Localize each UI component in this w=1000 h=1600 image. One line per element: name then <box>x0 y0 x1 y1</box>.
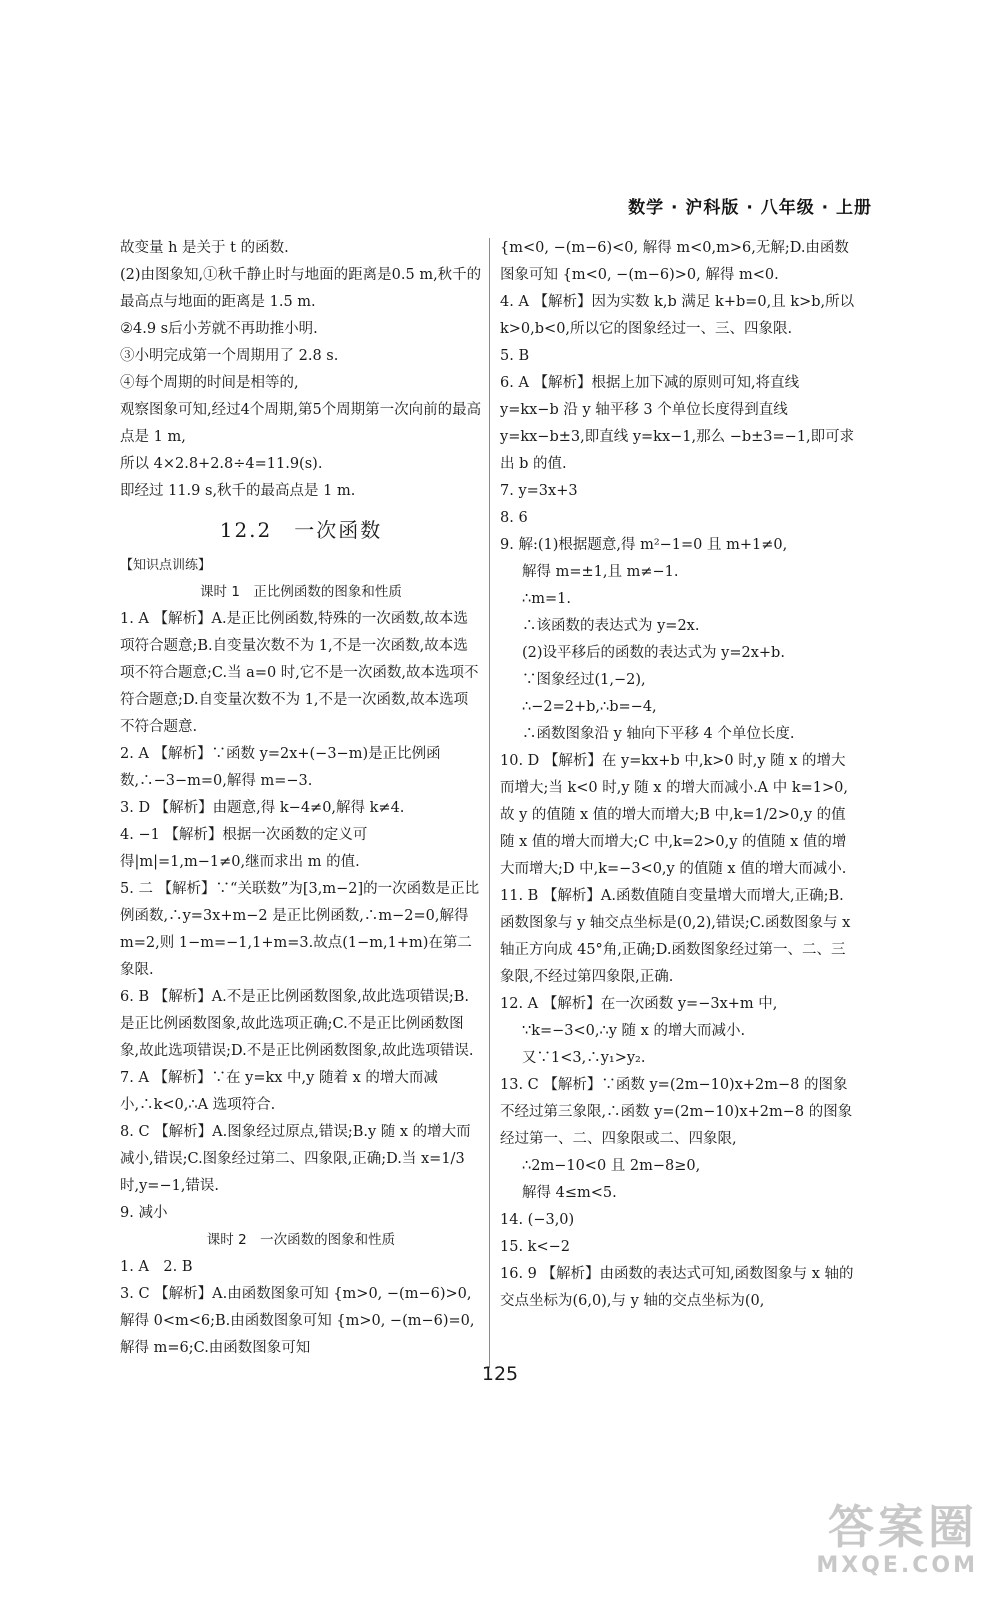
answer-line: (2)由图象知,①秋千静止时与地面的距离是0.5 m,秋千的最高点与地面的距离是 1.5 m. <box>120 267 482 310</box>
answer-item: 11. B 【解析】A.函数值随自变量增大而增大,正确;B.函数图象与 y 轴交点坐标是(0,2),错误;C.函数图象与 x 轴正方向成 45°角,正确;D.函数图象经过第一、二、三象限,不经过第四象限,正确. <box>500 888 851 985</box>
left-column <box>120 235 482 1362</box>
answer-line: 所以 4×2.8+2.8÷4=11.9(s). <box>120 456 323 472</box>
answer-item: 14. (−3,0) <box>500 1212 575 1228</box>
answer-item: 4. −1 【解析】根据一次函数的定义可得|m|=1,m−1≠0,继而求出 m 的值. <box>120 827 368 870</box>
answer-line: ∵图象经过(1,−2), <box>522 672 646 688</box>
answer-item: 10. D 【解析】在 y=kx+b 中,k>0 时,y 随 x 的增大而增大;当 k<0 时,y 随 x 的增大而减小.A 中 k=1>0,故 y 的值随 x 值的增大而增大;B 中,k=1/2>0,y 的值随 x 值的增大而增大;C 中,k=2>0,y 的值随 x 值的增大而增大;D 中,k=−3<0,y 的值随 x 值的增大而减小. <box>500 753 849 877</box>
answer-item: 3. D 【解析】由题意,得 k−4≠0,解得 k≠4. <box>120 800 405 816</box>
answer-item: 3. C 【解析】A.由函数图象可知 {m>0, −(m−6)>0, 解得 0<m<6;B.由函数图象可知 {m>0, −(m−6)=0, 解得 m=6;C.由函数图象可知 <box>120 1286 475 1356</box>
section-title: 12.2 一次函数 <box>219 518 383 542</box>
answer-item: 2. A 【解析】∵函数 y=2x+(−3−m)是正比例函数,∴−3−m=0,解得 m=−3. <box>120 746 441 789</box>
answer-line: ∴2m−10<0 且 2m−8≥0, <box>522 1158 701 1174</box>
answer-item: 12. A 【解析】在一次函数 y=−3x+m 中, <box>500 996 778 1012</box>
answer-line: ∴m=1. <box>522 591 571 607</box>
answer-item: 5. B <box>500 348 530 364</box>
watermark-logo <box>816 1501 978 1578</box>
answer-item: 6. A 【解析】根据上加下减的原则可知,将直线 y=kx−b 沿 y 轴平移 3 个单位长度得到直线 y=kx−b±3,即直线 y=kx−1,那么 −b±3=−1,即可求出 b 的值. <box>500 375 855 472</box>
answer-item: 9. 解:(1)根据题意,得 m²−1=0 且 m+1≠0, <box>500 537 788 553</box>
page-number: 125 <box>481 1363 519 1385</box>
answer-item: 1. A 2. B <box>120 1259 193 1275</box>
column-divider <box>489 238 490 1368</box>
answer-line: ③小明完成第一个周期用了 2.8 s. <box>120 348 339 364</box>
answer-item: 5. 二 【解析】∵“关联数”为[3,m−2]的一次函数是正比例函数,∴y=3x+m−2 是正比例函数,∴m−2=0,解得 m=2,则 1−m=−1,1+m=3.故点(1−m,1+m)在第二象限. <box>120 881 480 978</box>
page-header: 数学 · 沪科版 · 八年级 · 上册 <box>628 198 872 218</box>
answer-line: (2)设平移后的函数的表达式为 y=2x+b. <box>522 645 785 661</box>
lesson-title: 课时 1 正比例函数的图象和性质 <box>200 584 402 600</box>
answer-item: 9. 减小 <box>120 1205 168 1221</box>
answer-line: ④每个周期的时间是相等的, <box>120 375 299 391</box>
answer-item: 16. 9 【解析】由函数的表达式可知,函数图象与 x 轴的交点坐标为(6,0),与 y 轴的交点坐标为(0, <box>500 1266 854 1309</box>
answer-item: 8. C 【解析】A.图象经过原点,错误;B.y 随 x 的增大而减小,错误;C.图象经过第二、四象限,正确;D.当 x=1/3 时,y=−1,错误. <box>120 1124 471 1194</box>
lesson-title: 课时 2 一次函数的图象和性质 <box>206 1232 396 1248</box>
answer-line: ∴−2=2+b,∴b=−4, <box>522 699 657 715</box>
answer-line: 即经过 11.9 s,秋千的最高点是 1 m. <box>120 483 356 499</box>
answer-item: 1. A 【解析】A.是正比例函数,特殊的一次函数,故本选项符合题意;B.自变量次数不为 1,不是一次函数,故本选项不符合题意;C.当 a=0 时,它不是一次函数,故本选项不符合题意;D.自变量次数不为 1,不是一次函数,故本选项不符合题意. <box>120 611 479 735</box>
answer-item: 6. B 【解析】A.不是正比例函数图象,故此选项错误;B.是正比例函数图象,故此选项正确;C.不是正比例函数图象,故此选项错误;D.不是正比例函数图象,故此选项错误. <box>120 989 474 1059</box>
answer-line: ∴该函数的表达式为 y=2x. <box>522 618 700 634</box>
watermark-text: 答案圈 <box>828 1500 978 1554</box>
answer-item: 13. C 【解析】∵函数 y=(2m−10)x+2m−8 的图象不经过第三象限,∴函数 y=(2m−10)x+2m−8 的图象经过第一、二、四象限或二、四象限, <box>500 1077 853 1147</box>
watermark-url: MXQE.COM <box>816 1553 978 1578</box>
answer-line: 故变量 h 是关于 t 的函数. <box>120 240 289 256</box>
answer-line: ∵k=−3<0,∴y 随 x 的增大而减小. <box>522 1023 746 1039</box>
answer-item: 15. k<−2 <box>500 1239 570 1255</box>
answer-line: 解得 m=±1,且 m≠−1. <box>522 564 679 580</box>
answer-line: {m<0, −(m−6)<0, 解得 m<0,m>6,无解;D.由函数图象可知 {m<0, −(m−6)>0, 解得 m<0. <box>500 240 849 283</box>
answer-item: 7. A 【解析】∵在 y=kx 中,y 随着 x 的增大而减小,∴k<0,∴A 选项符合. <box>120 1070 438 1113</box>
answer-item: 8. 6 <box>500 510 528 526</box>
answer-item: 4. A 【解析】因为实数 k,b 满足 k+b=0,且 k>b,所以 k>0,b<0,所以它的图象经过一、三、四象限. <box>500 294 855 337</box>
answer-line: ∴函数图象沿 y 轴向下平移 4 个单位长度. <box>522 726 795 742</box>
section-tag: 【知识点训练】 <box>120 558 212 573</box>
answer-item: 7. y=3x+3 <box>500 483 578 499</box>
answer-line: 解得 4≤m<5. <box>522 1185 617 1201</box>
right-column <box>500 235 858 1315</box>
answer-line: ②4.9 s后小芳就不再助推小明. <box>120 321 318 337</box>
answer-line: 又∵1<3,∴y₁>y₂. <box>522 1050 646 1066</box>
answer-line: 观察图象可知,经过4个周期,第5个周期第一次向前的最高点是 1 m, <box>120 402 482 445</box>
